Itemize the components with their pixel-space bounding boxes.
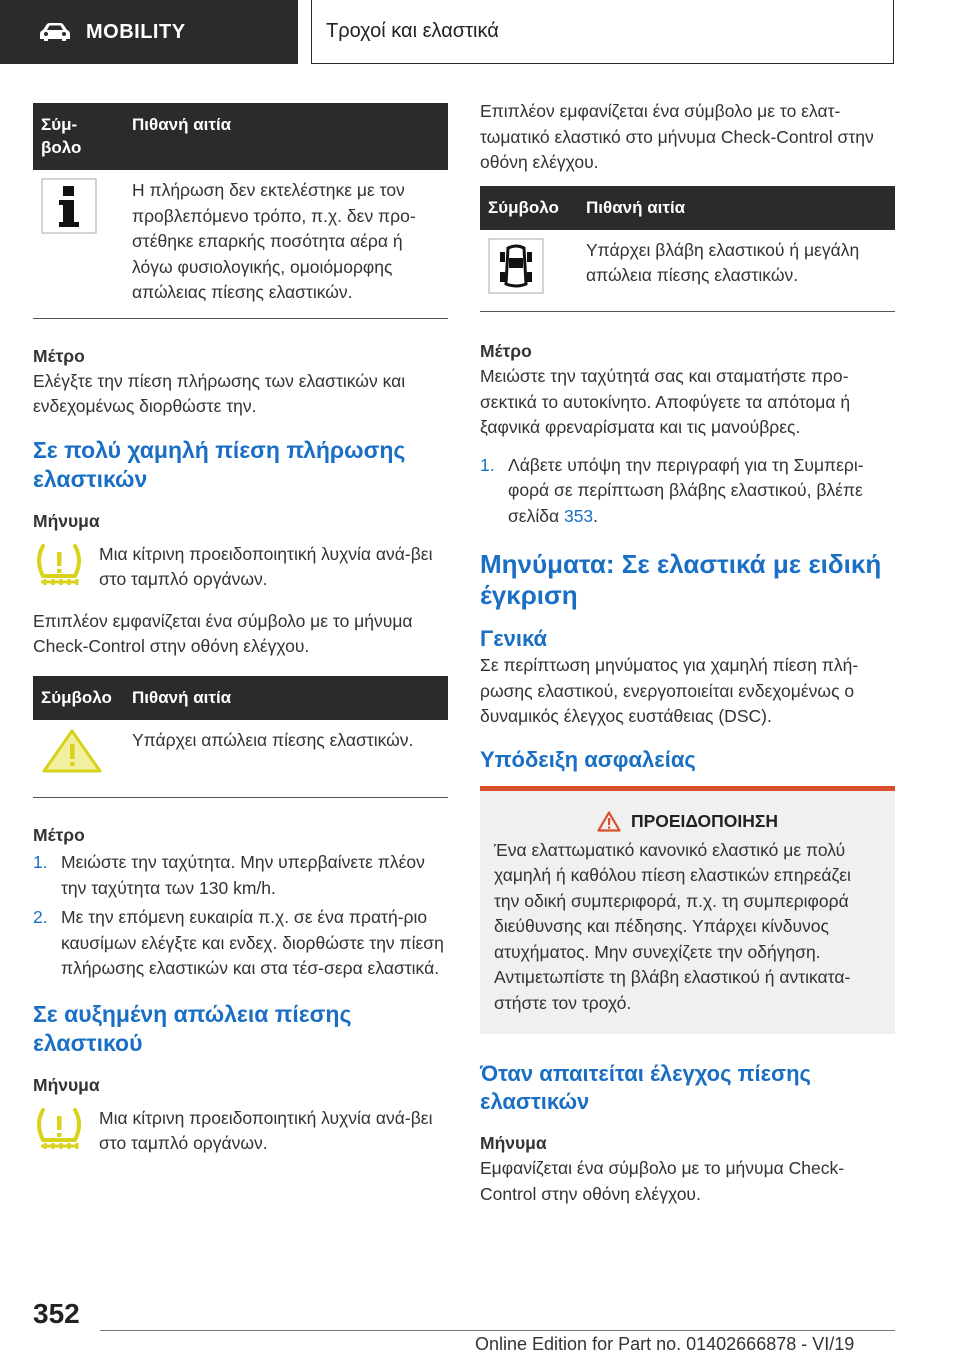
left-column [33, 103, 448, 1157]
message-text-1: Μια κίτρινη προειδοποιητική λυχνία ανά-βει στο ταμπλό οργάνων. [99, 543, 433, 589]
section-heading-increased-loss: Σε αυξημένη απώλεια πίεσης ελαστικού [33, 1000, 352, 1056]
car-tire-fault-icon [488, 238, 544, 294]
list-item: 1. Λάβετε υπόψη την περιγραφή για τη Συμπερι-φορά σε περίπτωση βλάβης ελαστικού, βλέπε σελίδα 353. [480, 454, 864, 526]
warning-header [494, 811, 881, 832]
table-cell-icon [33, 720, 124, 798]
table-cell-cause: Υπάρχει απώλεια πίεσης ελαστικών. [124, 720, 448, 798]
measure-heading-right: Μέτρο [480, 341, 532, 361]
warning-triangle-icon [41, 728, 103, 774]
list-item: 2. Με την επόμενη ευκαιρία π.χ. σε ένα πρατή-ριο καυσίμων ελέγξτε και ενδεχ. διορθώστε την πίεση πλήρωσης ελαστικών και στα τέσ-σερα ελαστικά. [33, 907, 444, 978]
warning-triangle-icon [597, 811, 621, 832]
footer-divider [100, 1330, 895, 1331]
table-header-symbol: Σύμβολο [33, 676, 124, 720]
tire-pressure-warning-icon [33, 1106, 85, 1152]
table-cell-cause: Η πλήρωση δεν εκτελέστηκε με τον προβλεπόμενο τρόπο, π.χ. δεν προ-στέθηκε επαρκής ποσότητα αέρα ή λόγω φυσιολογικής, ομοιόμορφης απώλειας πίεσης ελαστικών. [124, 170, 448, 318]
intro-text: Επιπλέον εμφανίζεται ένα σύμβολο με το ελατ-τωματικό ελαστικό στο μήνυμα Check-Control στην οθόνη ελέγχου. [480, 101, 874, 172]
page-header-title: Τροχοί και ελαστικά [311, 0, 894, 64]
message-heading-1: Μήνυμα [33, 510, 100, 531]
table-cell-icon [480, 230, 578, 312]
table-header-symbol: Σύμβολο [480, 186, 578, 230]
footer-edition: Online Edition for Part no. 01402666878 - VI/19 [475, 1334, 855, 1354]
general-heading: Γενικά [480, 626, 548, 651]
message-row-2 [33, 1106, 448, 1157]
warning-label: ΠΡΟΕΙΔΟΠΟΙΗΣΗ [630, 810, 779, 831]
table-header-cause: Πιθανή αιτία [578, 186, 895, 230]
info-icon [41, 178, 97, 234]
message-text-right: Εμφανίζεται ένα σύμβολο με το μήνυμα Check-Control στην οθόνη ελέγχου. [480, 1158, 845, 1204]
symbol-table-1 [33, 103, 448, 319]
message-heading-right: Μήνυμα [480, 1133, 547, 1153]
general-text: Σε περίπτωση μηνύματος για χαμηλή πίεση πλή-ρωσης ελαστικού, ενεργοποιείται ενδεχομένως ο δυναμικός έλεγχος ευστάθειας (DSC). [480, 655, 859, 726]
table-header-cause: Πιθανή αιτία [124, 676, 448, 720]
symbol-table-3 [480, 186, 895, 313]
page-number: 352 [33, 1298, 80, 1329]
safety-heading: Υπόδειξη ασφαλείας [480, 746, 696, 772]
check-pressure-heading: Όταν απαιτείται έλεγχος πίεσης ελαστικών [480, 1061, 811, 1114]
right-column [480, 103, 895, 1207]
header-tab-label: MOBILITY [86, 20, 186, 43]
warning-box [480, 786, 895, 1035]
steps-list-right [480, 453, 895, 530]
tire-pressure-warning-icon [33, 542, 85, 588]
table-cell-cause: Υπάρχει βλάβη ελαστικού ή μεγάλη απώλεια πίεσης ελαστικών. [578, 230, 895, 312]
message-text-2: Μια κίτρινη προειδοποιητική λυχνία ανά-βει στο ταμπλό οργάνων. [99, 1107, 433, 1153]
list-item: 1. Μειώστε την ταχύτητα. Μην υπερβαίνετε πλέον την ταχύτητα των 130 km/h. [33, 852, 425, 898]
header-tab [0, 0, 298, 64]
table-cell-icon [33, 170, 124, 318]
extra-text-1: Επιπλέον εμφανίζεται ένα σύμβολο με το μήνυμα Check-Control στην οθόνη ελέγχου. [33, 610, 413, 656]
table-header-cause: Πιθανή αιτία [124, 103, 448, 170]
measure-text-1: Ελέγξτε την πίεση πλήρωσης των ελαστικών και ενδεχομένως διορθώστε την. [33, 370, 406, 416]
section-heading-very-low-pressure: Σε πολύ χαμηλή πίεση πλήρωσης ελαστικών [33, 436, 406, 492]
symbol-table-2 [33, 676, 448, 799]
message-row-1 [33, 542, 448, 593]
section-heading-special-tires: Μηνύματα: Σε ελαστικά με ειδική έγκριση [480, 549, 882, 610]
measure-heading-2: Μέτρο [33, 825, 85, 845]
message-heading-2: Μήνυμα [33, 1074, 100, 1095]
steps-list-2 [33, 850, 448, 982]
measure-text-right: Μειώστε την ταχύτητά σας και σταματήστε προ-σεκτικά το αυτοκίνητο. Αποφύγετε τα απότομα ή ξαφνικά φρεναρίσματα και τις μανούβρες. [480, 366, 851, 437]
car-icon [38, 21, 72, 43]
warning-text: Ένα ελαττωματικό κανονικό ελαστικό με πολύ χαμηλή ή καθόλου πίεση ελαστικών επηρεάζει την οδική συμπεριφορά, π.χ. τη συμπεριφορά διεύθυνσης και πέδησης. Υπάρχει κίνδυνος ατυχήματος. Μην συνεχίζετε την οδήγηση. Αντιμετωπίστε τη βλάβη ελαστικού ή αντικατα-στήστε τον τροχό. [494, 839, 851, 1013]
page-link[interactable]: 353 [563, 505, 594, 526]
table-header-symbol: Σύμ- βολο [33, 103, 124, 170]
measure-heading-1: Μέτρο [33, 345, 85, 366]
